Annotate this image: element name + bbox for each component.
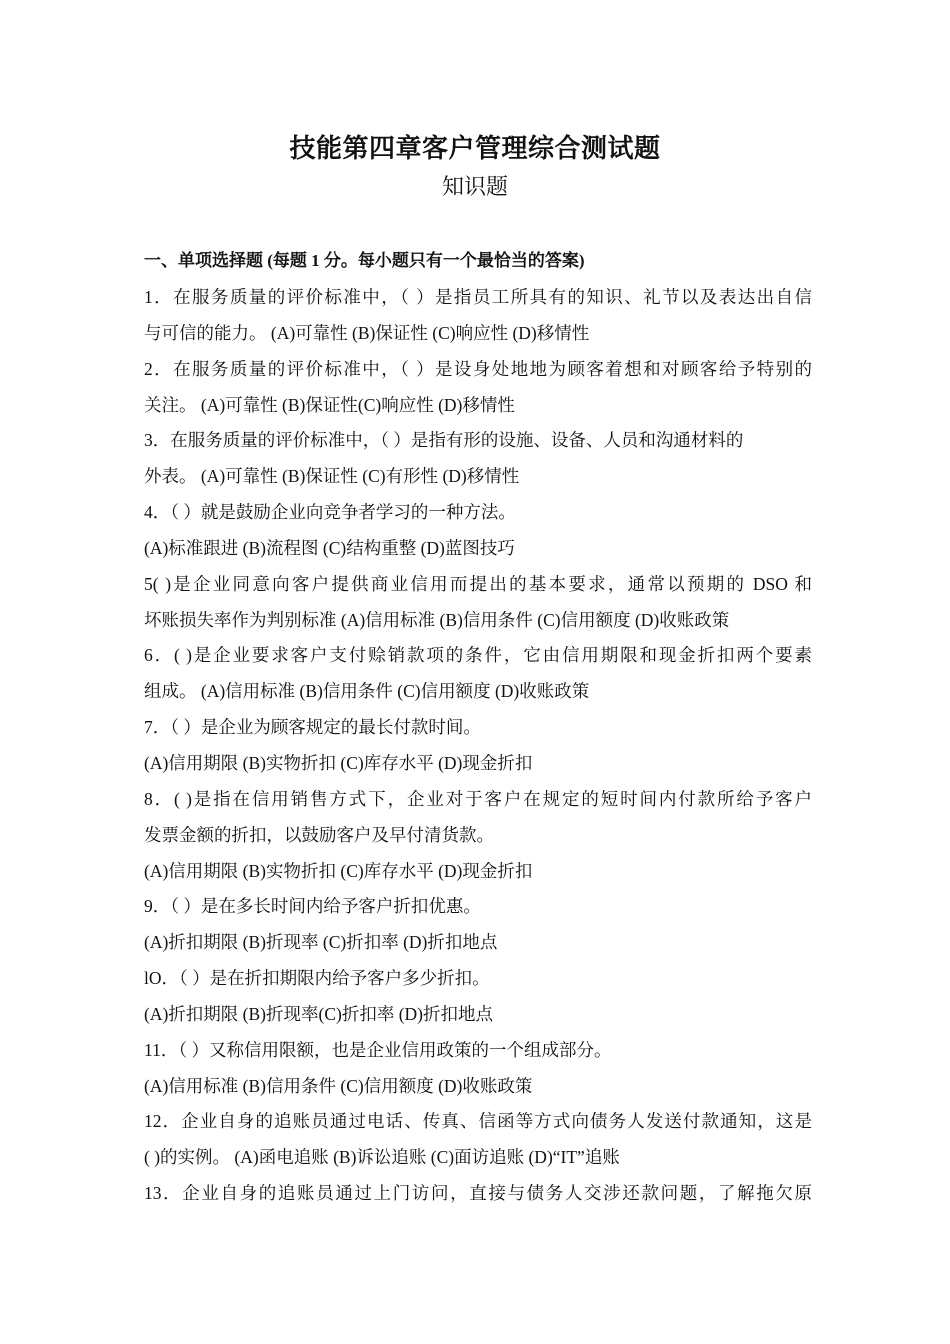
question-body	[144, 280, 812, 1212]
text-line: (A)折扣期限 (B)折现率(C)折扣率 (D)折扣地点	[144, 1003, 493, 1024]
text-line: lO．（ ）是在折扣期限内给予客户多少折扣。	[144, 968, 490, 989]
text-line: 8．( )是指在信用销售方式下，企业对于客户在规定的短时间内付款所给予客户	[144, 788, 812, 809]
text-line: 组成。 (A)信用标准 (B)信用条件 (C)信用额度 (D)收账政策	[144, 681, 590, 702]
text-line: 发票金额的折扣，以鼓励客户及早付清货款。	[144, 824, 494, 845]
text-line: 6．( )是企业要求客户支付赊销款项的条件，它由信用期限和现金折扣两个要素	[144, 645, 812, 666]
text-line: 与可信的能力。 (A)可靠性 (B)保证性 (C)响应性 (D)移情性	[144, 322, 590, 343]
text-line: 坏账损失率作为判别标准 (A)信用标准 (B)信用条件 (C)信用额度 (D)收账政策	[144, 609, 730, 630]
text-line: 13．企业自身的追账员通过上门访问，直接与债务人交涉还款问题，了解拖欠原	[144, 1183, 812, 1204]
text-line: 1．在服务质量的评价标准中，（ ）是指员工所具有的知识、礼节以及表达出自信	[144, 287, 812, 307]
text-line: 4．（ ）就是鼓励企业向竞争者学习的一种方法。	[144, 502, 516, 523]
text-line: (A)标准跟进 (B)流程图 (C)结构重整 (D)蓝图技巧	[144, 537, 515, 558]
text-line: (A)信用期限 (B)实物折扣 (C)库存水平 (D)现金折扣	[144, 752, 533, 773]
text-line: (A)折扣期限 (B)折现率 (C)折扣率 (D)折扣地点	[144, 932, 498, 953]
text-line: 7．（ ）是企业为顾客规定的最长付款时间。	[144, 717, 481, 738]
text-line: (A)信用期限 (B)实物折扣 (C)库存水平 (D)现金折扣	[144, 860, 533, 881]
text-line: 5( )是企业同意向客户提供商业信用而提出的基本要求，通常以预期的 DSO 和	[144, 573, 812, 594]
text-line: 关注。 (A)可靠性 (B)保证性(C)响应性 (D)移情性	[144, 394, 515, 415]
text-line: 外表。 (A)可靠性 (B)保证性 (C)有形性 (D)移情性	[144, 466, 520, 487]
text-line: 11．（ ）又称信用限额，也是企业信用政策的一个组成部分。	[144, 1039, 612, 1060]
text-line: 3．在服务质量的评价标准中，（ ）是指有形的设施、设备、人员和沟通材料的	[144, 430, 744, 451]
text-line: (A)信用标准 (B)信用条件 (C)信用额度 (D)收账政策	[144, 1075, 533, 1096]
text-line: ( )的实例。 (A)函电追账 (B)诉讼追账 (C)面访追账 (D)“IT”追账	[144, 1147, 620, 1168]
document-title: 技能第四章客户管理综合测试题	[289, 134, 661, 163]
text-line: 2．在服务质量的评价标准中，（ ）是设身处地地为顾客着想和对顾客给予特别的	[144, 358, 812, 379]
text-line: 9．（ ）是在多长时间内给予客户折扣优惠。	[144, 896, 481, 917]
text-line: 12．企业自身的追账员通过电话、传真、信函等方式向债务人发送付款通知，这是	[144, 1111, 812, 1132]
document-subtitle: 知识题	[441, 174, 508, 199]
section-heading: 一、单项选择题 (每题 1 分。每小题只有一个最恰当的答案)	[144, 251, 585, 270]
